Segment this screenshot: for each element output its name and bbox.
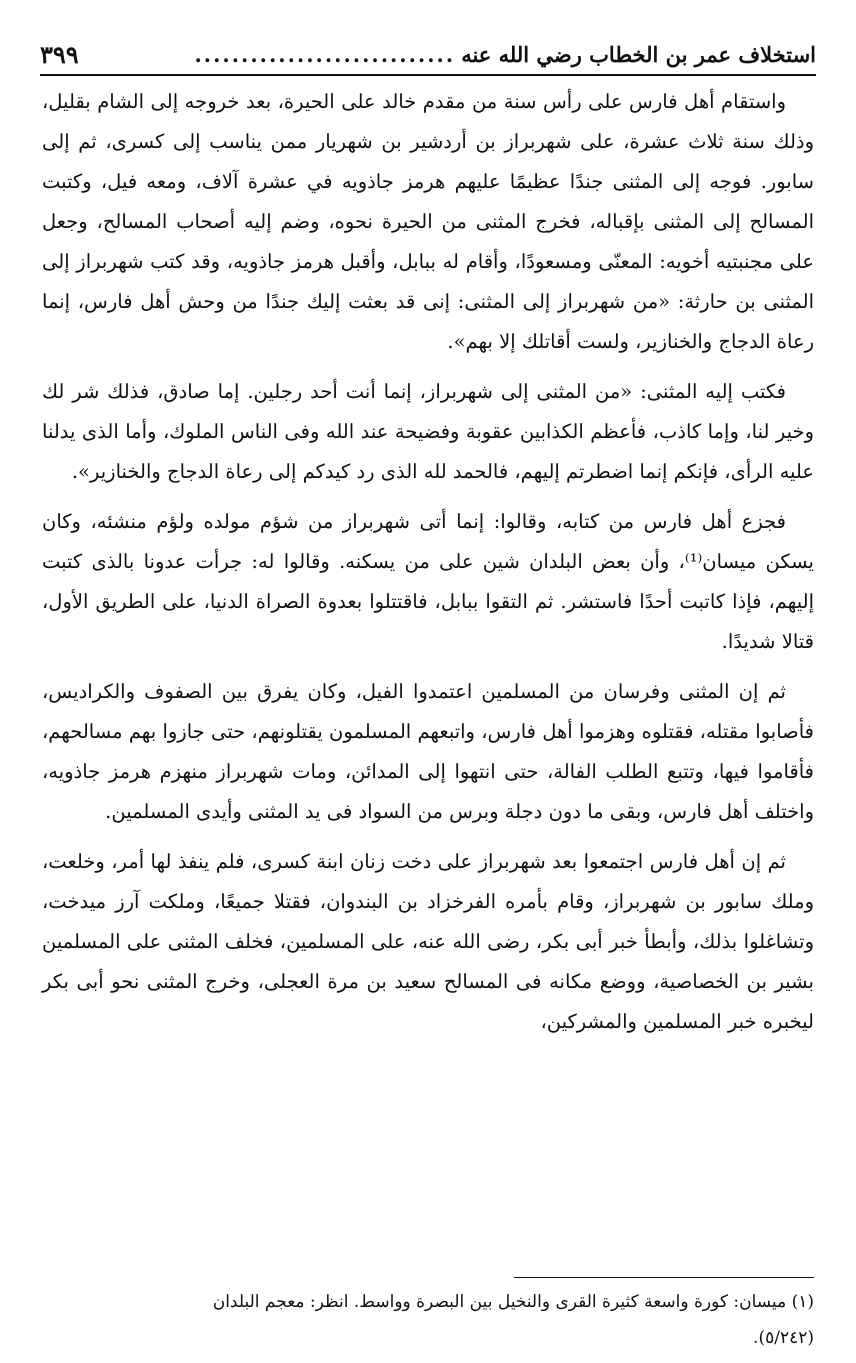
- paragraph-5: ثم إن أهل فارس اجتمعوا بعد شهربراز على دخت زنان ابنة كسرى، فلم ينفذ لها أمر، وخلعت، وملك سابور بن شهربراز، وقام بأمره الفرخزاد بن البندوان، فقتلا جميعًا، وملكت آرز ميدخت، وتشاغلوا بذلك، وأبطأ خبر أبى بكر، رضى الله عنه، على المسلمين، فخلف المثنى على المسلمين بشير بن الخصاصية، ووضع مكانه فى المسالح سعيد بن مرة العجلى، وخرج المثنى نحو أبى بكر ليخبره خبر المسلمين والمشركين،: [42, 850, 814, 1033]
- paragraph-2: فكتب إليه المثنى: «من المثنى إلى شهربراز، إنما أنت أحد رجلين. إما صادق، فذلك شر لك وخير لنا، وإما كاذب، فأعظم الكذابين عقوبة وفضيحة عند الله وفى الناس الملوك، وأما الذى يدلنا عليه الرأى، فإنكم إنما اضطرتم إليهم، فالحمد لله الذى رد كيدكم إلى رعاة الدجاج والخنازير».: [42, 380, 815, 483]
- paragraph-3: فجزع أهل فارس من كتابه، وقالوا: إنما أتى شهربراز من شؤم مولده ولؤم منشئه، وكان يسكن ميسان⁽¹⁾، وأن بعض البلدان شين على من يسكنه. وقالوا له: جرأت عدونا بالذى كتبت إليهم، فإذا كاتبت أحدًا فاستشر. ثم التقوا ببابل، فاقتتلوا بعدوة الصراة الدنيا، على الطريق الأول، قتالا شديدًا.: [42, 510, 814, 653]
- page-body: [42, 82, 814, 1052]
- running-header: [40, 34, 816, 76]
- footnote-line-1: (١) ميسان: كورة واسعة كثيرة القرى والنخيل بين البصرة وواسط. انظر: معجم البلدان: [212, 1292, 814, 1312]
- page-number: ٣٩٩: [40, 39, 79, 69]
- footnote-divider: [514, 1277, 814, 1278]
- footnote-line-2: (٥/٢٤٢).: [753, 1328, 814, 1348]
- header-leader-dots: ............................: [194, 41, 456, 67]
- paragraph-1: واستقام أهل فارس على رأس سنة من مقدم خالد على الحيرة، بعد خروجه إلى الشام بقليل، وذلك سنة ثلاث عشرة، على شهربراز بن أردشير بن شهريار ممن يناسب إلى كسرى، ثم إلى سابور. فوجه إلى المثنى جندًا عظيمًا عليهم هرمز جاذويه في عشرة آلاف، ومعه فيل، وكتبت المسالح إلى المثنى بإقباله، فخرج المثنى من الحيرة نحوه، وضم إليه أصحاب المسالح، وجعل على مجنبتيه أخويه: المعنّى ومسعودًا، وأقام له ببابل، وأقبل هرمز جاذويه، وقد كتب شهربراز إلى المثنى بن حارثة: «من شهربراز إلى المثنى: إنى قد بعثت إليك جندًا من وحش أهل فارس، إنما رعاة الدجاج والخنازير، ولست أقاتلك إلا بهم».: [42, 90, 814, 353]
- header-title: استخلاف عمر بن الخطاب رضي الله عنه: [461, 41, 816, 67]
- footnote: [42, 1284, 814, 1356]
- paragraph-4: ثم إن المثنى وفرسان من المسلمين اعتمدوا الفيل، وكان يفرق بين الصفوف والكراديس، فأصابوا مقتله، فقتلوه وهزموا أهل فارس، واتبعهم المسلمون يقتلونهم، حتى جازوا بهم مسالحهم، فأقاموا فيها، وتتبع الطلب الفالة، حتى انتهوا إلى المدائن، ومات شهربراز منهزم هرمز جاذويه، واختلف أهل فارس، وبقى ما دون دجلة وبرس من السواد فى يد المثنى وأيدى المسلمين.: [42, 680, 814, 823]
